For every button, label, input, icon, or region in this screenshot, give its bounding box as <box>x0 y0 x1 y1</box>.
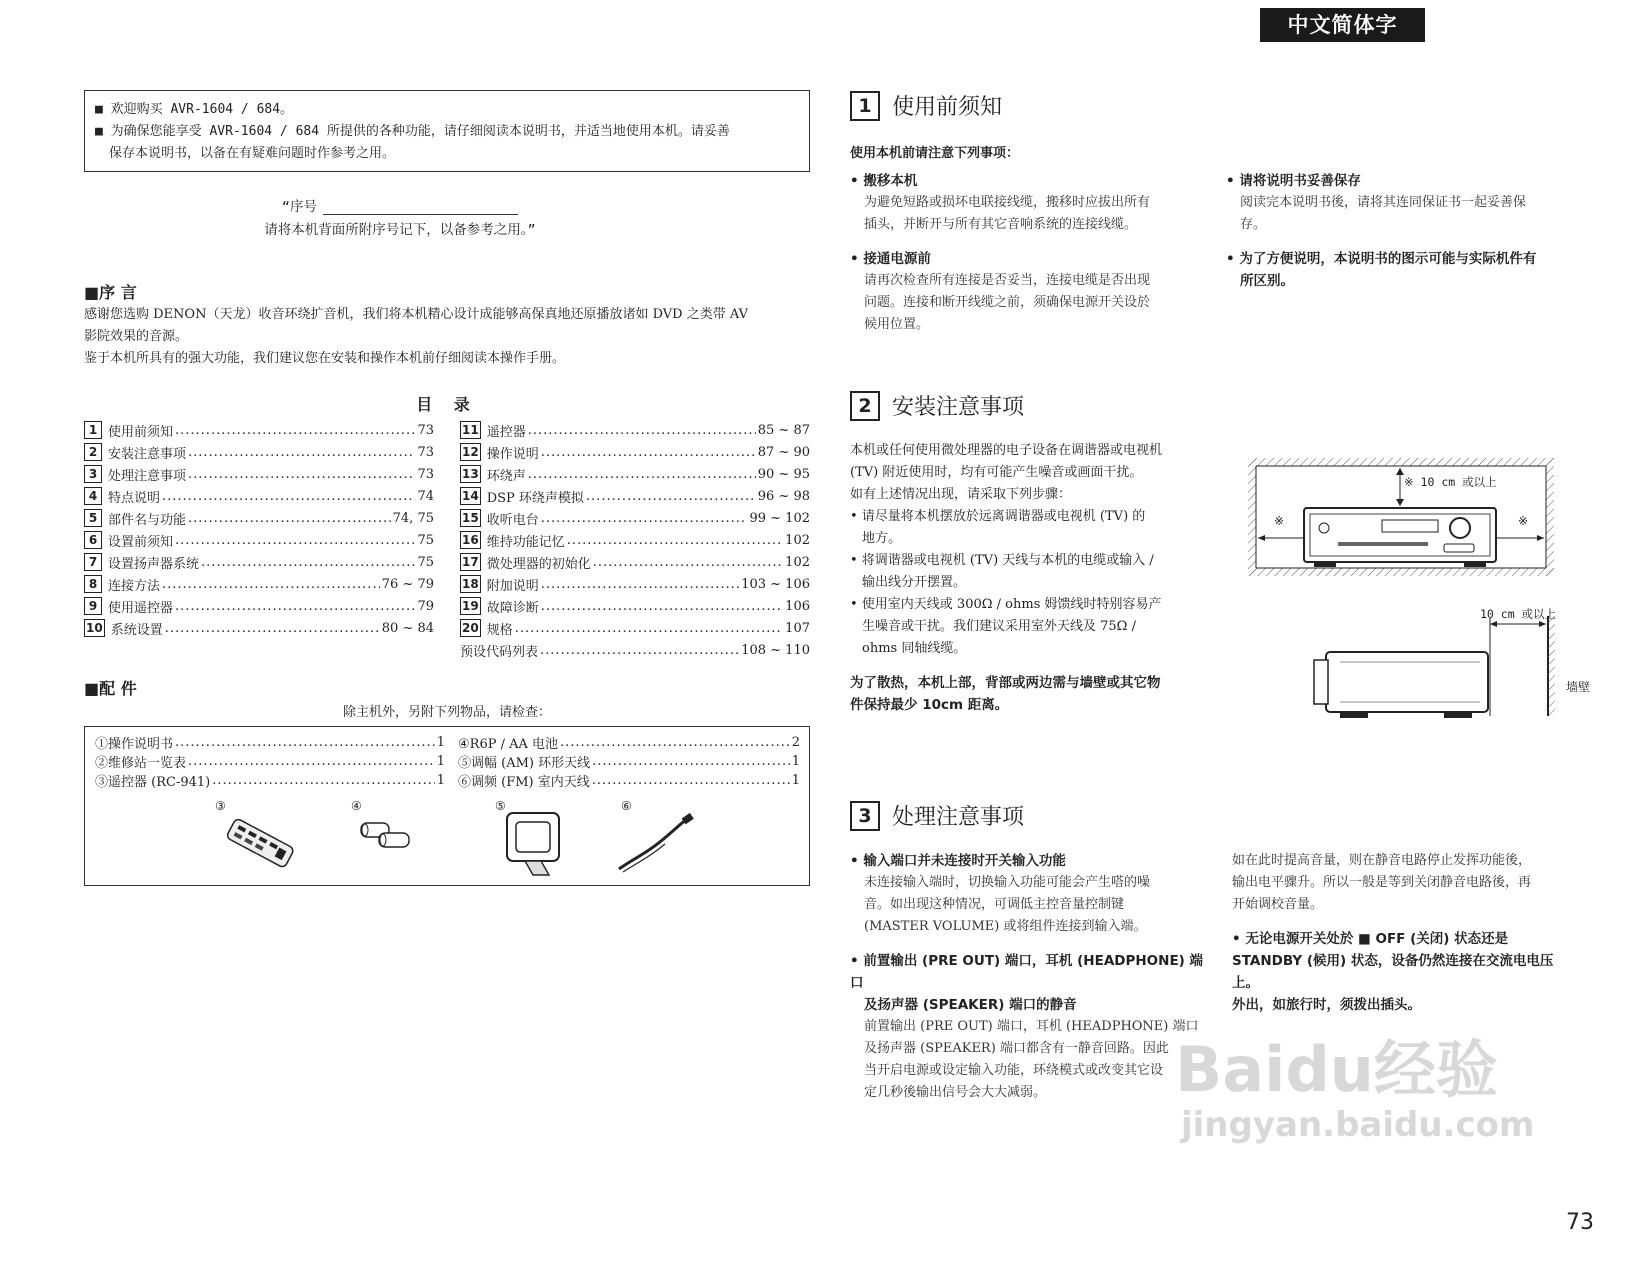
section-1-left-bullets <box>850 170 1210 336</box>
toc-entry-page: 80 ~ 84 <box>381 620 434 636</box>
section-1-right-bullets <box>1226 170 1606 292</box>
toc-entry <box>84 617 434 639</box>
batteries-image <box>357 819 417 853</box>
toc-entry-label: 安装注意事项 <box>108 446 187 462</box>
toc-entry-page: 75 <box>417 532 434 548</box>
toc-entry-label: 处理注意事项 <box>108 468 187 484</box>
bullet-title: • 搬移本机 <box>850 173 918 189</box>
clearance-mark: ※ <box>1274 514 1285 528</box>
section-title: 安装注意事项 <box>892 395 1025 420</box>
toc-dot-leader <box>540 643 739 658</box>
figure-label: ③ <box>215 799 226 813</box>
accessory-label: ③遥控器 (RC-941) <box>95 775 211 790</box>
toc-dot-leader <box>165 621 380 636</box>
toc-entry <box>460 463 810 485</box>
toc-dot-leader <box>201 555 415 570</box>
toc-dot-leader <box>567 533 783 548</box>
bullet-text: 地方。 <box>862 531 902 546</box>
toc-entry-page: 108 ~ 110 <box>741 642 810 658</box>
accessories-right-list <box>458 733 800 790</box>
toc-entry-page: 90 ~ 95 <box>757 466 810 482</box>
serial-note: 请将本机背面所附序号记下，以备参考之用。” <box>264 222 536 238</box>
heat-note: 件保持最少 10cm 距离。 <box>850 697 1009 713</box>
section-2-header <box>850 390 1024 421</box>
bullet-title: 上。 <box>1232 975 1259 991</box>
toc-entry-label: 附加说明 <box>486 578 539 594</box>
bullet-text: 阅读完本说明书後，请将其连同保证书一起妥善保 <box>1240 195 1527 210</box>
toc-entry <box>460 639 810 661</box>
fm-indoor-antenna-image <box>613 809 703 881</box>
toc-entry-number: 3 <box>84 465 102 483</box>
accessory-dot-leader <box>592 754 790 769</box>
toc-entry-number: 5 <box>84 509 102 527</box>
toc-entry-number: 4 <box>84 487 102 505</box>
toc-entry-number: 7 <box>84 553 102 571</box>
accessory-quantity: 2 <box>791 735 800 750</box>
bullet-title: • 无论电源开关处於 ■ OFF (关闭) 状态还是 <box>1232 931 1509 947</box>
bullet-title: • 接通电源前 <box>850 251 931 267</box>
wall-label: 墙壁 <box>1566 680 1591 694</box>
toc-entry-page: 102 <box>785 532 810 548</box>
bullet-text: 候用位置。 <box>864 317 930 332</box>
toc-entry <box>460 485 810 507</box>
section-3-header <box>850 800 1024 831</box>
toc-entry <box>460 551 810 573</box>
toc-entry-number: 18 <box>462 577 479 591</box>
intro-line: ■ 欢迎购买 AVR-1604 / 684。 <box>95 102 294 117</box>
watermark-brand: Baidu经验 <box>1175 1033 1498 1106</box>
bullet-title: • 前置输出 (PRE OUT) 端口，耳机 (HEADPHONE) 端口 <box>850 953 1204 991</box>
toc-entry-label: 维持功能记忆 <box>486 534 565 550</box>
serial-label: “序号 <box>281 199 318 215</box>
toc-dot-leader <box>175 423 415 438</box>
toc-entry-label: 规格 <box>486 622 513 638</box>
section-title: 处理注意事项 <box>892 805 1025 830</box>
toc-dot-leader <box>188 511 391 526</box>
toc-entry-label: 使用前须知 <box>108 424 174 440</box>
toc-dot-leader <box>162 489 415 504</box>
preface-line: 鉴于本机所具有的强大功能，我们建议您在安装和操作本机前仔细阅读本操作手册。 <box>84 351 566 366</box>
toc-entry-label: 微处理器的初始化 <box>486 556 591 572</box>
bullet-text: 及扬声器 (SPEAKER) 端口都含有一静音回路。因此 <box>864 1041 1169 1056</box>
section-title: 使用前须知 <box>892 95 1003 120</box>
toc-entry-label: 使用遥控器 <box>108 600 174 616</box>
bullet-title: • 为了方便说明，本说明书的图示可能与实际机件有 <box>1226 251 1537 267</box>
toc-dot-leader <box>162 577 380 592</box>
toc-entry-page: 102 <box>785 554 810 570</box>
bullet-text: ohms 同轴线缆。 <box>862 641 967 656</box>
section-1-intro: 使用本机前请注意下列事项： <box>850 146 1020 161</box>
section-number: 3 <box>850 801 880 831</box>
bullet-text: 当开启电源或设定输入功能，环绕模式或改变其它设 <box>864 1063 1164 1078</box>
accessory-item <box>458 752 800 771</box>
toc-entry-label: 设置前须知 <box>108 534 174 550</box>
accessory-label: ④R6P / AA 电池 <box>458 737 559 752</box>
toc-entry-label: 故障诊断 <box>486 600 539 616</box>
toc-entry-number: 2 <box>84 443 102 461</box>
toc-entry <box>460 529 810 551</box>
toc-entry-page: 85 ~ 87 <box>757 422 810 438</box>
toc-left-column <box>84 419 434 639</box>
toc-entry-label: 连接方法 <box>108 578 161 594</box>
toc-dot-leader <box>515 621 783 636</box>
toc-entry <box>84 463 434 485</box>
bullet-text: 问题。连接和断开线缆之前，须确保电源开关设於 <box>864 295 1151 310</box>
toc-entry-page: 74 <box>417 488 434 504</box>
accessory-label: ⑤调幅 (AM) 环形天线 <box>458 756 591 771</box>
toc-entry-number: 20 <box>462 621 479 635</box>
toc-entry-page: 76 ~ 79 <box>381 576 434 592</box>
toc-dot-leader <box>175 533 415 548</box>
toc-entry-page: 75 <box>417 554 434 570</box>
bullet-text: 插头，并断开与所有其它音响系统的连接线缆。 <box>864 217 1138 232</box>
toc-entry-label: 系统设置 <box>110 622 163 638</box>
accessory-label: ②维修站一览表 <box>95 756 187 771</box>
paragraph-line: 如在此时提高音量，则在静音电路停止发挥功能後， <box>1232 853 1532 868</box>
accessory-dot-leader <box>212 773 435 788</box>
toc-dot-leader <box>541 511 748 526</box>
accessories-left-list <box>95 733 445 790</box>
accessories-box <box>84 726 810 886</box>
toc-entry-number: 1 <box>84 421 102 439</box>
toc-entry-page: 106 <box>785 598 810 614</box>
paragraph-line: 如有上述情况出现，请采取下列步骤： <box>850 487 1072 502</box>
paragraph-line: 本机或任何使用微处理器的电子设备在调谐器或电视机 <box>850 443 1163 458</box>
toc-entry <box>84 507 434 529</box>
toc-entry-page: 73 <box>417 444 434 460</box>
accessory-item <box>458 771 800 790</box>
accessory-quantity: 1 <box>436 754 445 769</box>
paragraph-line: 输出电平骤升。所以一般是等到关闭静音电路後，再 <box>1232 875 1532 890</box>
toc-entry <box>460 595 810 617</box>
toc-entry-number: 12 <box>462 445 479 459</box>
toc-dot-leader <box>541 445 756 460</box>
bullet-text: 音。如出现这种情况，可调低主控音量控制键 <box>864 897 1125 912</box>
accessory-label: ①操作说明书 <box>95 737 174 752</box>
accessory-item <box>95 752 445 771</box>
page-number: 73 <box>1566 1210 1594 1235</box>
serial-blank-line <box>323 200 518 215</box>
toc-entry-label: 特点说明 <box>108 490 161 506</box>
toc-entry-number: 8 <box>84 575 102 593</box>
toc-entry-page: 73 <box>417 422 434 438</box>
section-2-body <box>850 440 1210 716</box>
paragraph-line: 开始调校音量。 <box>1232 897 1324 912</box>
bullet-title: 外出，如旅行时，须拨出插头。 <box>1232 997 1421 1013</box>
bullet-title: • 输入端口并未连接时开关输入功能 <box>850 853 1066 869</box>
toc-dot-leader <box>175 599 415 614</box>
toc-entry-number: 19 <box>462 599 479 613</box>
clearance-front-figure <box>1248 458 1554 576</box>
toc-entry-page: 79 <box>417 598 434 614</box>
toc-entry <box>460 419 810 441</box>
toc-entry <box>460 617 810 639</box>
toc-title: 目 录 <box>416 395 478 414</box>
toc-entry-number: 14 <box>462 489 479 503</box>
section-3-right-text <box>1232 850 1622 1016</box>
toc-entry <box>84 529 434 551</box>
accessory-item <box>95 733 445 752</box>
toc-dot-leader <box>586 489 756 504</box>
bullet-text: 定几秒後输出信号会大大减弱。 <box>864 1085 1047 1100</box>
toc-entry-number: 11 <box>462 423 479 437</box>
toc-entry-number: 15 <box>462 511 479 525</box>
toc-entry-label: 收听电台 <box>486 512 539 528</box>
toc-entry-page: 103 ~ 106 <box>741 576 810 592</box>
toc-entry-label: 设置扬声器系统 <box>108 556 200 572</box>
bullet-text: • 使用室内天线或 300Ω / ohms 姆馈线时特别容易产 <box>850 597 1162 612</box>
accessory-quantity: 1 <box>436 735 445 750</box>
preface-text <box>84 304 814 370</box>
bullet-text: 未连接输入端时，切换输入功能可能会产生嗒的噪 <box>864 875 1151 890</box>
paragraph-line: (TV) 附近使用时，均有可能产生噪音或画面干扰。 <box>850 465 1143 480</box>
toc-entry-number: 17 <box>462 555 479 569</box>
toc-entry-label: 遥控器 <box>486 424 526 440</box>
language-tab: 中文简体字 <box>1260 8 1425 42</box>
toc-entry-number: 16 <box>462 533 479 547</box>
clearance-side-figure <box>1310 606 1560 732</box>
bullet-text: • 将调谐器或电视机 (TV) 天线与本机的电缆或输入 / <box>850 553 1154 568</box>
bullet-text: 存。 <box>1240 217 1267 232</box>
intro-line: 保存本说明书，以备在有疑难问题时作参考之用。 <box>109 146 396 161</box>
bullet-text: (MASTER VOLUME) 或将组件连接到输入端。 <box>864 919 1147 934</box>
accessory-item <box>458 733 800 752</box>
bullet-text: 生噪音或干扰。我们建议采用室外天线及 75Ω / <box>862 619 1136 634</box>
toc-entry <box>84 573 434 595</box>
intro-box <box>84 90 810 172</box>
toc-entry <box>84 419 434 441</box>
section-number: 1 <box>850 91 880 121</box>
figure-label: ④ <box>351 799 362 813</box>
accessory-dot-leader <box>188 754 435 769</box>
remote-control-image <box>213 807 303 879</box>
toc-entry-label: 操作说明 <box>486 446 539 462</box>
clearance-mark: ※ <box>1518 514 1529 528</box>
toc-dot-leader <box>541 599 783 614</box>
toc-entry-number: 13 <box>462 467 479 481</box>
section-number: 2 <box>850 391 880 421</box>
toc-entry-page: 107 <box>785 620 810 636</box>
toc-entry <box>460 573 810 595</box>
accessory-item <box>95 771 445 790</box>
bullet-title: 所区别。 <box>1240 273 1294 289</box>
bullet-title: STANDBY (候用) 状态，设备仍然连接在交流电电压 <box>1232 953 1554 969</box>
toc-entry <box>460 441 810 463</box>
accessory-dot-leader <box>175 735 435 750</box>
accessory-dot-leader <box>560 735 790 750</box>
bullet-text: 前置输出 (PRE OUT) 端口，耳机 (HEADPHONE) 端口 <box>864 1019 1199 1034</box>
accessory-dot-leader <box>592 773 790 788</box>
toc-entry-number: 10 <box>86 621 103 635</box>
intro-line: ■ 为确保您能享受 AVR-1604 / 684 所提供的各种功能，请仔细阅读本说明书，并适当地使用本机。请妥善 <box>95 124 730 139</box>
baidu-watermark <box>1175 1035 1534 1145</box>
toc-right-column <box>460 419 810 661</box>
bullet-title: 及扬声器 (SPEAKER) 端口的静音 <box>864 997 1077 1013</box>
preface-line: 影院效果的音源。 <box>84 329 189 344</box>
accessories-subtitle: 除主机外，另附下列物品，请检查： <box>342 705 551 720</box>
figure-label: ⑥ <box>621 799 632 813</box>
heat-note: 为了散热，本机上部，背部或两边需与墙壁或其它物 <box>850 675 1161 691</box>
toc-entry-page: 96 ~ 98 <box>757 488 810 504</box>
toc-entry-page: 74, 75 <box>392 510 434 526</box>
watermark-url: jingyan.baidu.com <box>1181 1105 1535 1145</box>
bullet-title: • 请将说明书妥善保存 <box>1226 173 1361 189</box>
section-3-left-bullets <box>850 850 1210 1104</box>
bullet-text: 输出线分开摆置。 <box>862 575 967 590</box>
toc-entry-label: 预设代码列表 <box>460 644 539 660</box>
toc-entry <box>84 485 434 507</box>
toc-entry <box>460 507 810 529</box>
serial-number-block <box>180 196 620 242</box>
bullet-text: 为避免短路或损坏电联接线缆，搬移时应拔出所有 <box>864 195 1151 210</box>
bullet-text: 请再次检查所有连接是否妥当，连接电缆是否出现 <box>864 273 1151 288</box>
toc-dot-leader <box>528 423 756 438</box>
toc-dot-leader <box>188 445 415 460</box>
preface-line: 感谢您选购 DENON（天龙）收音环绕扩音机，我们将本机精心设计成能够高保真地还原播放诸如 DVD 之类带 AV <box>84 307 748 322</box>
toc-dot-leader <box>528 467 756 482</box>
toc-entry-number: 6 <box>84 531 102 549</box>
section-1-header <box>850 90 1002 121</box>
am-loop-antenna-image <box>503 809 567 881</box>
toc-entry-page: 87 ~ 90 <box>757 444 810 460</box>
toc-entry-label: DSP 环绕声模拟 <box>486 490 584 506</box>
accessory-label: ⑥调频 (FM) 室内天线 <box>458 775 590 790</box>
preface-title: ■序 言 <box>84 283 137 302</box>
toc-dot-leader <box>541 577 739 592</box>
figure-label: ⑤ <box>495 799 506 813</box>
clearance-label: 10 cm 或以上 <box>1480 607 1557 621</box>
toc-entry-page: 99 ~ 102 <box>749 510 810 526</box>
toc-entry <box>84 441 434 463</box>
toc-entry <box>84 595 434 617</box>
accessory-quantity: 1 <box>791 754 800 769</box>
toc-entry-page: 73 <box>417 466 434 482</box>
toc-entry <box>84 551 434 573</box>
toc-dot-leader <box>188 467 415 482</box>
toc-entry-number: 9 <box>84 597 102 615</box>
toc-dot-leader <box>593 555 783 570</box>
accessory-quantity: 1 <box>791 773 800 788</box>
toc-entry-label: 环绕声 <box>486 468 526 484</box>
bullet-text: • 请尽量将本机摆放於远离调谐器或电视机 (TV) 的 <box>850 509 1146 524</box>
accessory-quantity: 1 <box>436 773 445 788</box>
clearance-label: ※ 10 cm 或以上 <box>1404 475 1497 489</box>
toc-entry-label: 部件名与功能 <box>108 512 187 528</box>
accessories-title: ■配 件 <box>84 679 137 698</box>
